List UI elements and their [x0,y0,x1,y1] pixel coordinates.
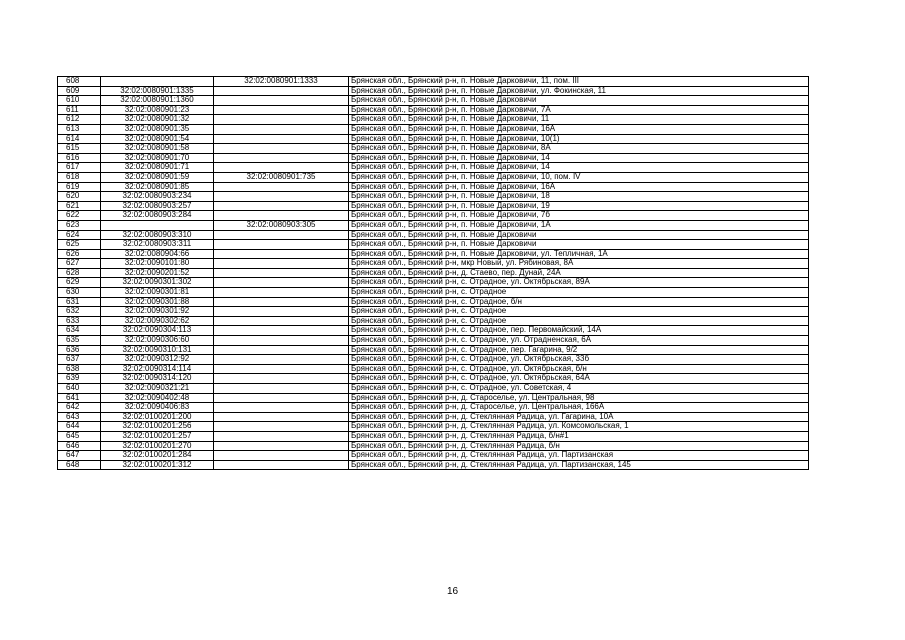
table-row [58,259,809,269]
cadastral-number-cell: 32:02:0090314:114 [101,364,214,374]
parent-cadastral-cell [214,259,349,269]
row-number-cell: 630 [58,288,101,298]
parent-cadastral-cell [214,460,349,470]
address-cell: Брянская обл., Брянский р-н, с. Отрадное, ул. Советская, 4 [349,384,809,394]
row-number-cell: 632 [58,307,101,317]
address-cell: Брянская обл., Брянский р-н, п. Новые Дарковичи, 8А [349,144,809,154]
address-cell: Брянская обл., Брянский р-н, п. Новые Дарковичи, ул. Фокинская, 11 [349,86,809,96]
table-row [58,163,809,173]
cadastral-number-cell: 32:02:0100201:312 [101,460,214,470]
cadastral-number-cell: 32:02:0080903:284 [101,211,214,221]
row-number-cell: 625 [58,240,101,250]
table-row [58,134,809,144]
parent-cadastral-cell [214,105,349,115]
parent-cadastral-cell [214,192,349,202]
cadastral-number-cell: 32:02:0090301:92 [101,307,214,317]
table-row [58,144,809,154]
row-number-cell: 644 [58,422,101,432]
parent-cadastral-cell [214,412,349,422]
row-number-cell: 637 [58,355,101,365]
cadastral-number-cell: 32:02:0090306:60 [101,336,214,346]
row-number-cell: 615 [58,144,101,154]
table-row [58,288,809,298]
table-row [58,240,809,250]
row-number-cell: 641 [58,393,101,403]
row-number-cell: 635 [58,336,101,346]
table-row [58,460,809,470]
parent-cadastral-cell [214,230,349,240]
cadastral-number-cell: 32:02:0100201:284 [101,451,214,461]
row-number-cell: 613 [58,124,101,134]
page-number: 16 [446,586,459,597]
parent-cadastral-cell [214,134,349,144]
parent-cadastral-cell [214,153,349,163]
parent-cadastral-cell [214,403,349,413]
table-row [58,268,809,278]
row-number-cell: 634 [58,326,101,336]
address-cell: Брянская обл., Брянский р-н, п. Новые Дарковичи, 10, пом. IV [349,172,809,182]
address-cell: Брянская обл., Брянский р-н, с. Отрадное, ул. Октябрьская, б/н [349,364,809,374]
cadastral-number-cell [101,77,214,87]
row-number-cell: 631 [58,297,101,307]
address-cell: Брянская обл., Брянский р-н, с. Отрадное, пер. Гагарина, 9/2 [349,345,809,355]
table-row [58,441,809,451]
row-number-cell: 617 [58,163,101,173]
row-number-cell: 618 [58,172,101,182]
cadastral-number-cell: 32:02:0100201:256 [101,422,214,432]
parent-cadastral-cell [214,336,349,346]
table-row [58,105,809,115]
table-row [58,431,809,441]
cadastral-number-cell: 32:02:0090302:62 [101,316,214,326]
row-number-cell: 633 [58,316,101,326]
row-number-cell: 639 [58,374,101,384]
address-cell: Брянская обл., Брянский р-н, п. Новые Дарковичи, 18 [349,192,809,202]
table-row [58,278,809,288]
cadastral-number-cell: 32:02:0090101:80 [101,259,214,269]
address-cell: Брянская обл., Брянский р-н, п. Новые Дарковичи, 7А [349,105,809,115]
row-number-cell: 623 [58,220,101,230]
address-cell: Брянская обл., Брянский р-н, п. Новые Дарковичи, 16А [349,124,809,134]
address-cell: Брянская обл., Брянский р-н, д. Стеклянная Радица, ул. Комсомольская, 1 [349,422,809,432]
row-number-cell: 646 [58,441,101,451]
row-number-cell: 647 [58,451,101,461]
parent-cadastral-cell [214,115,349,125]
row-number-cell: 640 [58,384,101,394]
cadastral-number-cell: 32:02:0080903:234 [101,192,214,202]
parent-cadastral-cell [214,163,349,173]
cadastral-number-cell: 32:02:0080901:1360 [101,96,214,106]
cadastral-number-cell: 32:02:0090310:131 [101,345,214,355]
table-row [58,96,809,106]
address-cell: Брянская обл., Брянский р-н, с. Отрадное [349,288,809,298]
address-cell: Брянская обл., Брянский р-н, п. Новые Дарковичи, 7б [349,211,809,221]
table-row [58,77,809,87]
table-row [58,316,809,326]
cadastral-number-cell: 32:02:0090301:81 [101,288,214,298]
address-cell: Брянская обл., Брянский р-н, п. Новые Дарковичи, 14 [349,163,809,173]
row-number-cell: 642 [58,403,101,413]
cadastral-number-cell: 32:02:0090406:83 [101,403,214,413]
row-number-cell: 643 [58,412,101,422]
table-row [58,192,809,202]
address-cell: Брянская обл., Брянский р-н, п. Новые Дарковичи, 10(1) [349,134,809,144]
cadastral-number-cell: 32:02:0100201:257 [101,431,214,441]
cadastral-number-cell: 32:02:0080901:54 [101,134,214,144]
parent-cadastral-cell [214,144,349,154]
cadastral-number-cell: 32:02:0080901:35 [101,124,214,134]
parent-cadastral-cell [214,182,349,192]
row-number-cell: 645 [58,431,101,441]
table-row [58,201,809,211]
cadastral-number-cell: 32:02:0080901:71 [101,163,214,173]
table-row [58,172,809,182]
row-number-cell: 627 [58,259,101,269]
address-cell: Брянская обл., Брянский р-н, п. Новые Дарковичи [349,96,809,106]
address-cell: Брянская обл., Брянский р-н, п. Новые Дарковичи, 11, пом. III [349,77,809,87]
address-cell: Брянская обл., Брянский р-н, д. Староселье, ул. Центральная, 98 [349,393,809,403]
address-cell: Брянская обл., Брянский р-н, п. Новые Дарковичи, 11 [349,115,809,125]
address-cell: Брянская обл., Брянский р-н, с. Отрадное, ул. Октябрьская, 64А [349,374,809,384]
address-cell: Брянская обл., Брянский р-н, с. Отрадное, б/н [349,297,809,307]
address-cell: Брянская обл., Брянский р-н, п. Новые Дарковичи [349,230,809,240]
parent-cadastral-cell [214,268,349,278]
table-row [58,220,809,230]
row-number-cell: 621 [58,201,101,211]
parent-cadastral-cell [214,374,349,384]
row-number-cell: 624 [58,230,101,240]
cadastral-number-cell: 32:02:0080903:257 [101,201,214,211]
address-cell: Брянская обл., Брянский р-н, с. Отрадное [349,307,809,317]
cadastral-number-cell: 32:02:0080901:1335 [101,86,214,96]
table-row [58,297,809,307]
parent-cadastral-cell [214,249,349,259]
parent-cadastral-cell [214,278,349,288]
table-row [58,115,809,125]
cadastral-number-cell: 32:02:0080901:58 [101,144,214,154]
parent-cadastral-cell [214,86,349,96]
cadastral-number-cell: 32:02:0100201:270 [101,441,214,451]
address-cell: Брянская обл., Брянский р-н, д. Стеклянная Радица, ул. Партизанская, 145 [349,460,809,470]
cadastral-number-cell: 32:02:0090304:113 [101,326,214,336]
row-number-cell: 628 [58,268,101,278]
table-row [58,364,809,374]
cadastral-number-cell: 32:02:0080901:59 [101,172,214,182]
table-row [58,393,809,403]
cadastral-number-cell: 32:02:0090314:120 [101,374,214,384]
cadastral-number-cell: 32:02:0080901:32 [101,115,214,125]
property-table-body [58,77,809,470]
cadastral-number-cell: 32:02:0090402:48 [101,393,214,403]
parent-cadastral-cell [214,124,349,134]
cadastral-number-cell: 32:02:0100201:200 [101,412,214,422]
table-row [58,355,809,365]
address-cell: Брянская обл., Брянский р-н, с. Отрадное, ул. Октябрьская, 89А [349,278,809,288]
parent-cadastral-cell [214,345,349,355]
address-cell: Брянская обл., Брянский р-н, п. Новые Дарковичи, 1А [349,220,809,230]
parent-cadastral-cell [214,316,349,326]
table-row [58,211,809,221]
address-cell: Брянская обл., Брянский р-н, д. Стеклянная Радица, ул. Гагарина, 10А [349,412,809,422]
parent-cadastral-cell [214,96,349,106]
row-number-cell: 608 [58,77,101,87]
row-number-cell: 619 [58,182,101,192]
row-number-cell: 626 [58,249,101,259]
parent-cadastral-cell [214,441,349,451]
row-number-cell: 648 [58,460,101,470]
cadastral-number-cell: 32:02:0080901:85 [101,182,214,192]
parent-cadastral-cell [214,297,349,307]
table-row [58,86,809,96]
table-row [58,230,809,240]
row-number-cell: 611 [58,105,101,115]
parent-cadastral-cell: 32:02:0080901:1333 [214,77,349,87]
address-cell: Брянская обл., Брянский р-н, с. Отрадное, ул. Отрадненская, 6А [349,336,809,346]
cadastral-number-cell: 32:02:0090301:88 [101,297,214,307]
table-row [58,422,809,432]
parent-cadastral-cell [214,451,349,461]
parent-cadastral-cell: 32:02:0080901:735 [214,172,349,182]
row-number-cell: 610 [58,96,101,106]
table-row [58,307,809,317]
table-row [58,451,809,461]
parent-cadastral-cell [214,288,349,298]
address-cell: Брянская обл., Брянский р-н, д. Стеклянная Радица, ул. Партизанская [349,451,809,461]
table-row [58,124,809,134]
row-number-cell: 616 [58,153,101,163]
parent-cadastral-cell [214,355,349,365]
parent-cadastral-cell [214,364,349,374]
row-number-cell: 612 [58,115,101,125]
address-cell: Брянская обл., Брянский р-н, д. Стеклянная Радица, б/н [349,441,809,451]
table-row [58,249,809,259]
table-row [58,153,809,163]
address-cell: Брянская обл., Брянский р-н, д. Стеклянная Радица, б/н#1 [349,431,809,441]
cadastral-number-cell: 32:02:0090321:21 [101,384,214,394]
cadastral-number-cell: 32:02:0090312:92 [101,355,214,365]
table-row [58,326,809,336]
row-number-cell: 629 [58,278,101,288]
cadastral-number-cell: 32:02:0080904:66 [101,249,214,259]
property-table [57,76,809,470]
row-number-cell: 636 [58,345,101,355]
cadastral-number-cell: 32:02:0080901:23 [101,105,214,115]
table-row [58,374,809,384]
row-number-cell: 620 [58,192,101,202]
address-cell: Брянская обл., Брянский р-н, п. Новые Дарковичи, ул. Тепличная, 1А [349,249,809,259]
parent-cadastral-cell: 32:02:0080903:305 [214,220,349,230]
row-number-cell: 614 [58,134,101,144]
parent-cadastral-cell [214,307,349,317]
parent-cadastral-cell [214,384,349,394]
address-cell: Брянская обл., Брянский р-н, мкр Новый, ул. Рябиновая, 8А [349,259,809,269]
row-number-cell: 609 [58,86,101,96]
cadastral-number-cell [101,220,214,230]
parent-cadastral-cell [214,422,349,432]
cadastral-number-cell: 32:02:0080901:70 [101,153,214,163]
row-number-cell: 638 [58,364,101,374]
table-row [58,384,809,394]
address-cell: Брянская обл., Брянский р-н, п. Новые Дарковичи [349,240,809,250]
table-row [58,412,809,422]
address-cell: Брянская обл., Брянский р-н, п. Новые Дарковичи, 16А [349,182,809,192]
parent-cadastral-cell [214,211,349,221]
parent-cadastral-cell [214,201,349,211]
address-cell: Брянская обл., Брянский р-н, п. Новые Дарковичи, 14 [349,153,809,163]
cadastral-number-cell: 32:02:0080903:311 [101,240,214,250]
address-cell: Брянская обл., Брянский р-н, с. Отрадное, пер. Первомайский, 14А [349,326,809,336]
table-row [58,345,809,355]
cadastral-number-cell: 32:02:0090301:302 [101,278,214,288]
address-cell: Брянская обл., Брянский р-н, д. Староселье, ул. Центральная, 166А [349,403,809,413]
parent-cadastral-cell [214,431,349,441]
address-cell: Брянская обл., Брянский р-н, п. Новые Дарковичи, 19 [349,201,809,211]
table-row [58,182,809,192]
cadastral-number-cell: 32:02:0090201:52 [101,268,214,278]
row-number-cell: 622 [58,211,101,221]
address-cell: Брянская обл., Брянский р-н, с. Отрадное, ул. Октябрьская, 33б [349,355,809,365]
parent-cadastral-cell [214,326,349,336]
table-row [58,403,809,413]
parent-cadastral-cell [214,240,349,250]
cadastral-number-cell: 32:02:0080903:310 [101,230,214,240]
parent-cadastral-cell [214,393,349,403]
address-cell: Брянская обл., Брянский р-н, д. Стаево, пер. Дунай, 24А [349,268,809,278]
address-cell: Брянская обл., Брянский р-н, с. Отрадное [349,316,809,326]
table-row [58,336,809,346]
